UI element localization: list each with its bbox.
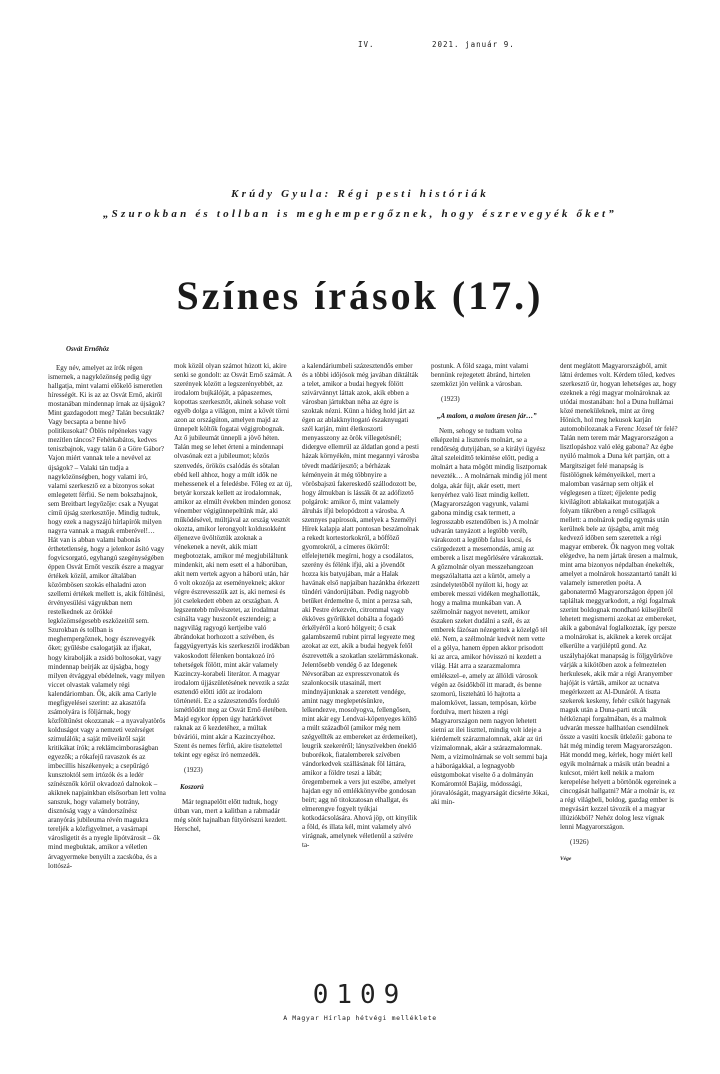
issue-date: 2021. január 9.	[432, 40, 515, 49]
year-note: (1923)	[441, 395, 460, 404]
column-text: Nem, sehogy se tudtam volna elképzelni a liszterés molnárt, se a rendőrség dutyijában, se a királyi ügyész által szeleidíttő tekintése előtt, pedig a molnárt a hata mögött mindig lisztpornak nevezték… A molnárnak mindig jól ment dolga, akár fújt, akár esett, mert kenyérhez való liszt mindig kellett. (Magyarországon vagyunk, valami gabona mindig csak termett, a legrosszabb esztendőben is.) A molnár udvarán tanyázott a legtöbb veréb, várakozott a legtöbb falusi kocsi, és csörgedezett a mesemondás, amig az emberek a liszt megőrlésére várakoztak. A gőzmolnár olyan messzehangzoan megszólaltatta azt a kürtöt, amely a zsindelytetőből nyúlott ki, hogy az emberek messzi vidéken meghallották, hogy a malma munkában van. A szélmolnár nagyot nevetett, amikor északen szeket dudálni a szél, és az emberek fázósan nézegettek a közelgő tél elé. Nem, a szélmolnár kedvét nem vette el a gólya, hanem éppen akkor prisodott ki az arca, amikor hóvisszó ni kezdett a világ. Hát arra a szarazmalomra emlékszel–e, amely az állóldi városok végén az ősidőkből itt maradt, és benne szomorú, lisztehátú ló hajtotta a malomkövet, lassan, tempósan, körbe fordulva, mert hiszen a régi Magyarországon nem nagyon lehetett sietni az ilei liszttel, mindig volt ideje a kiérdemelt szárazmalomnak, akár az úri vízimalomnak, akár a szárazmalomnak. Nem, a vízimolnárnak se volt semmi baja a háborágakkal, a legnagyobb eüstgombokat viselte ő a dolmányán Komáromtól Bajáig, módossági, jóravalóságát, magyarságát dicsérte Jókai, aki min-	[431, 427, 549, 807]
column-text: a kalendáriumbeli százesztendős ember és a többi időjósok még javában diktálták a telet, amikor a budai hegyek fölött szivárvánnyt láttak azok, akik ebben a városban jártukban néha az égre is szoktak nézni. Künn a hideg hold járt az égen az ablakknyitogató északnyugati szél karján, mint életkoszorti menyasszony az örök villegetésnél; didergve ellemrül az áldatlan gond a pesti házak környékén, mint megannyi városba tévedt madárijesztő; a bérházak kéményein át még többnyire a vörösbajszú fakereskedő szállodozott be, hogy álmukban is lássák őt az adófizető polgárok: amikor ő, mint valamely álruhás ifjú belopódzott a városba. A szennyes papírosok, amelyek a Személyi Hírek kalapja alatt pontosan beszámolnak a rekedt kortestorkokról, a böfföző gyomrokról, a címeres ökörről: elfelejtették megírni, hogy a csodálatos, szerény és félénk ifjú, aki a jövendőt hozza kis batyujában, már a Halak havának első napjaiban hazánkba érkezett tündéri vándorújtában. Pedig nagyobb betűket érdemelne ő, mint a perzsa sah, aki Pestre érkezvén, citrommal vagy ékköves győrűkkel dobálta a fogadó érkélyéről a koró hölgyeit; ő csak galambszemű rubint pirral legyezte meg azokat az ezt, akik a budai hegyek felől észrevették a szokatlan szelárnmáskonak. Jelentősebb vendég ő az Idegenek Névsorában az expresszvonatok és szalonkocsik utasainál, mert mindnyájunknak a szeretett vendége, amint nagy meglepetésünkre, lelkendezve, mosolyogva, fellengősen, mint akár egy Lendvai-köpenyeges költő a múlt századból (amikor még nem szégyellték az embereket az érdemeiket), leugrik szekeréről; lányszívekben éneklő buborékok, fiatalemberek szívében vándorkedvek szállásának föl láttára, amikor a földre teszi a lábát; öregembernek a vers jut eszébe, amelyet hajdan egy nő emlékkönyvébe gondosan beírt; agg nő titokzatosan elhallgat, és elmerengve fogyelt tyúkjai kotkodácsolására. Ahová jöp, ott kinyílik a föld, és illata kél, mint valamely alvó virágnak, amelynek véletlenül a szívére ta-	[302, 362, 420, 850]
text-column-4	[431, 362, 549, 807]
section-heading: „A malom, a malom üresen jár…”	[437, 412, 537, 421]
subtitle-block	[0, 184, 720, 224]
section-number: IV.	[358, 40, 375, 49]
text-column-3	[302, 362, 420, 851]
text-column-5	[560, 362, 678, 865]
column-text: dent meglátott Magyarországból, amit látni érdemes volt. Kérdem tőled, kedves szerkesztő úr, hogyan lehetséges az, hogy ezeknek a régi magyar molnároknak az utódai mostanában: hol a Duna hullámai közé meneküleknek, mint az öreg Hönich, hol meg hekusok karján automobilozanak a Ferenc József tér felé? Talán nem terem már Magyarországon a lisztlopáshoz való elég gabona? Az égbe nyúló malmok a Duna két partján, ott a Margitsziget felé manapság is füstölögnek kéményeikkel, mert a malomban vasárnap sem oltják el véglegesen a tüzet; éjjelente pedig kivilágított ablakaikat mutogatják a folyam tükrében a rengő csillagok mellett: a molnárok pedig egymás után kerülnek bele az újságba, amit még kedvező időben sem szerettek a régi magyar emberek. Ők nagyon meg voltak elégedve, ha nem jártak üresen a malmuk, mint ama bizonyos népdalban énekelték, amelyet a molnárok hosszantartó tanált ki valamely ismeretlen poéta. A gabonatermő Magyarországon éppen jól tapláltak meggyarkodott, a régi fogalmak szerint boldognak mondható külsejűbről lehetett megismerni azokat az embereket, akik a gabonával foglalkoztak, így persze a molnárokat is, akiknek a kerek orcájat elkerülte a varjúléptű gond. Az uszályhajókat manapság is följgyűrköve várják a kikötőben azok a felmeztelen herkulesek, akik már a régi Aranyember hajóját is várták, amikor az ucnatva megérkezett az Al-Dunáról. A tiszta szekerek keskeny, fehér csikót hagynak maguk után a Duna-parti utcák hétköznapi forgalmában, és a malmok udvarán messze hallhatóan csendülnek össze a vasúti kocsik ütközői: gabona te hát még mindig terem Magyarországon. Hát mondd meg, kérlek, hogy miért kell egyik molnárnak a másik után beadni a kulcsot, miért kell nekik a malom kerepelése helyett a börtönök egereinek a cincogását hallgatni? Már a molnár is, ez a régi világbeli, boldog, gazdag ember is megvásárt kezzel távozik el a magyar illúziókból? Nehéz dolog lesz vígnak lenni Magyarországon.	[560, 362, 678, 832]
footer-caption: A Magyar Hírlap hétvégi melléklete	[283, 1014, 437, 1022]
column-text: Egy név, amelyet az írók régen ismernek, a nagyközönség pedig úgy hallgatja, mint valami előkelő ismeretlen hírességét. Ki is az az Osvát Ernő, akiről mostanában mindennap írnak az újságok? Mint gazdagodott meg? Talán becsukták? Vagy becsapta a benne hivő politikusokat? Öblös népénekes vagy mezítlen táncos? Fehérkabátos, kedves teniszbajnok, vagy talán ő a Göre Gábor? Vajon miért vannak tele a nevével az újságok? – Valaki tán tudja a nagyközönségben, hogy valami író, valami szerkesztő ez a bizonyos sokat emlegetett férfiú. Se nem bokszbajnok, sem Breitbart legyőzője: csak a Nyugat című újság szerkesztője. Mindig tudtuk, hogy ezek a nagyszájú hírlapírók milyen nagyra vannak a maguk emberével!… Hát van is abban valami babonás érthetetlenség, hogy a jelenkor ásító vagy fogvicsorgató, egyhangú szegénységében éppen Osvát Ernőt veszik észre a magyar értékek közül, amikor általában közömbösen szokás elhaladni azon szellemi értékek mellett is, akik föltűnési, érvényesülési vágyukban nem restelkednek az örökké legközömségesebb eszközeitől sem. Szurokban és tollban is meghempergőznek, hogy észrevegyék őket; gyűlésbe csalogatják az ifjakat, hogy kirabolják a zsidó boltosokat, vagy mindennap beírják az újságba, hogy milyen étvággyal ebédelnek, vagy milyen viccet olvastak valamely régi kalendáriomban. Ők, akik ama Carlyle megfigyelései szerint: az akasztófa zsámolyára is följárnak, hogy közföltűnést okozzanak – a nyavalyatörős kolduságot vagy a nemzeti vezérséget szimulálók; a saját műveikről saját kritikákat írók; a reklámcimboraságban egyezők; a rókafejű ravaszok és az imbecillis hiszékenyek; a csepűrágó kunsztoktól sem irtózók és a ledér színésznők körül okvadozó dalnokok – akiknek napjainkban elsősorban lett volna sanszuk, hogy valamely botrány, disznóság vagy a vándorszínész aranyórás jubileuma révén magukra tereljék a közfigyelmet, a vasárnapi városligetit és a nyegle lipótvárosit – ők mind megbuktak, amikor a véletlen árvagyermeke benyúlt a zacskóba, és a lottószá-	[48, 364, 166, 870]
subtitle-author-work: Krúdy Gyula: Régi pesti históriák	[231, 188, 489, 200]
section-heading: Koszorú	[180, 783, 204, 792]
end-mark: Vége	[560, 856, 572, 863]
page-number: 0109	[312, 980, 408, 1010]
column-text: Már tegnapelőtt előtt tudtuk, hogy útban van, mert a kalitban a rabmadár még sötét hajnalban fütyörészni kezdett. Herschel,	[174, 798, 287, 834]
column-text: mok közül olyan számot húzott ki, akire senki se gondolt: az Osvát Ernő számát. A szerények között a legszerényebbét, az irodalom bujkálóját, a pápaszemes, kopottas szerkesztőt, akinek sohase volt egyéb dolga a világon, mint a kövét törni azon az országúton, amelyen majd az ünnepelt költők fogatai végigrobognak. Az ő jubileumát ünnepli a jövő héten. Talán meg se lehet érteni a mindennapi olvasónak ezt a jubileumot; közös szenvedés, örökös csalódás és sötalan ebéd kell ahhoz, hogy a múlt idők ne mehessenek el a feledésbe. Főleg ez az új, betyár korszak kellett az irodalomnak, amikor az elmúlt években minden gonosz vénember végigünnepeltünk már, aki működésével, múltjával az ország vesztét okozta, amikor lerongyolt koldusokként éljenezve üvöltöztük azoknak a vénekenek a nevét, akik miatt megbotoztak, amikor mé megjubiláltunk mindenkit, aki nem esett el a háborúban, akit nem vertek agyon a háború után, hár ő volt okozója az eseményeknek; akkor végre észrevesszük azt is, aki nemesi és jót cselekedett ebben az országban. A legszentebb művészetet, az irodalmat csinálta vagy huszonöt esztendeig; a nagyvilág ragyogó kertjeibe való ábrándokat horhozott a szívében, és faggyúgyertyás kis szerkesztői irodákban vakoskodott félenken bontakozó író tehetségek fölött, mint akár valamely Kazinczy-korabeli literátor. A magyar irodalom újjászületésének nevezik a száz esztendő előtti időt az irodalom történetéi. Ez a százesztendős forduló ismétlődött meg az Osvát Ernő életében. Majd egykor éppen úgy határkövet raknak az ő kezdetéhez, a múltak búváriói, mint akár a Kazinczyéhoz. Szent és nemes férfiú, akire tisztelettel tekint egy egész író nemzedék.	[174, 362, 292, 760]
year-note: (1926)	[570, 838, 589, 847]
year-note: (1923)	[184, 766, 203, 775]
subtitle-quote: „Szurokban és tollban is meghempergőznek, hogy észrevegyék őket”	[102, 208, 617, 220]
text-column-1	[48, 364, 166, 871]
page-title: Színes írások (17.)	[176, 273, 544, 318]
section-heading: Osvát Ernőhöz	[66, 345, 109, 353]
column-text: postunk. A föld szaga, mint valami bennünk rejtegetett ábránd, hirtelen szemközt jön velünk a városban.	[431, 362, 531, 389]
text-column-2	[174, 362, 292, 834]
